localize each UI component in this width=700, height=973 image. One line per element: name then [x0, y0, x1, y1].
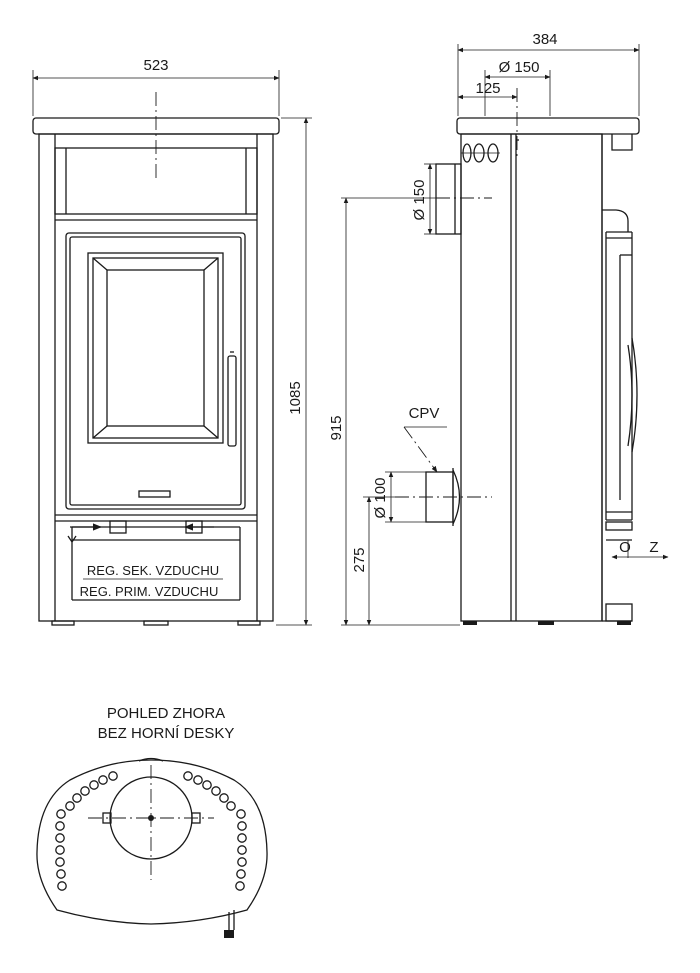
top-view-outline [37, 760, 267, 924]
door-latch [139, 491, 170, 497]
external-air-inlet [372, 405, 492, 526]
front-door [66, 233, 245, 509]
side-view [328, 31, 668, 625]
regulator-closed-label: Z [649, 539, 659, 556]
cpv-label: CPV [408, 405, 440, 422]
side-top-plate [457, 118, 639, 134]
front-height-value: 1085 [287, 381, 304, 415]
flue-offset-value: 125 [475, 80, 501, 97]
front-view [33, 57, 312, 625]
side-depth-value: 384 [532, 31, 558, 48]
front-height-dimension [276, 118, 312, 625]
air-inlet-diameter: Ø 100 [372, 477, 389, 519]
front-width-value: 523 [143, 57, 169, 74]
air-regulators [55, 515, 257, 600]
front-width-dimension [33, 57, 279, 116]
top-flue-diameter: Ø 150 [498, 59, 540, 76]
top-view [37, 705, 267, 938]
top-view-title-line2: BEZ HORNÍ DESKY [97, 725, 235, 742]
regulator-open-label: O [619, 539, 631, 556]
regulator-direction [612, 539, 668, 558]
side-top-vents [461, 140, 519, 162]
front-body [39, 134, 273, 621]
rear-flue-height-dimension [328, 198, 460, 625]
primary-air-label: REG. PRIM. VZDUCHU [79, 584, 219, 599]
side-body [461, 134, 602, 621]
rear-flue-height-value: 915 [328, 415, 345, 441]
door-handle [228, 356, 236, 446]
top-view-title-line1: POHLED ZHORA [106, 705, 226, 722]
secondary-air-label: REG. SEK. VZDUCHU [86, 563, 220, 578]
air-inlet-height-value: 275 [351, 547, 368, 573]
rear-flue-diameter: Ø 150 [411, 179, 428, 221]
rear-flue-pipe [411, 164, 492, 234]
